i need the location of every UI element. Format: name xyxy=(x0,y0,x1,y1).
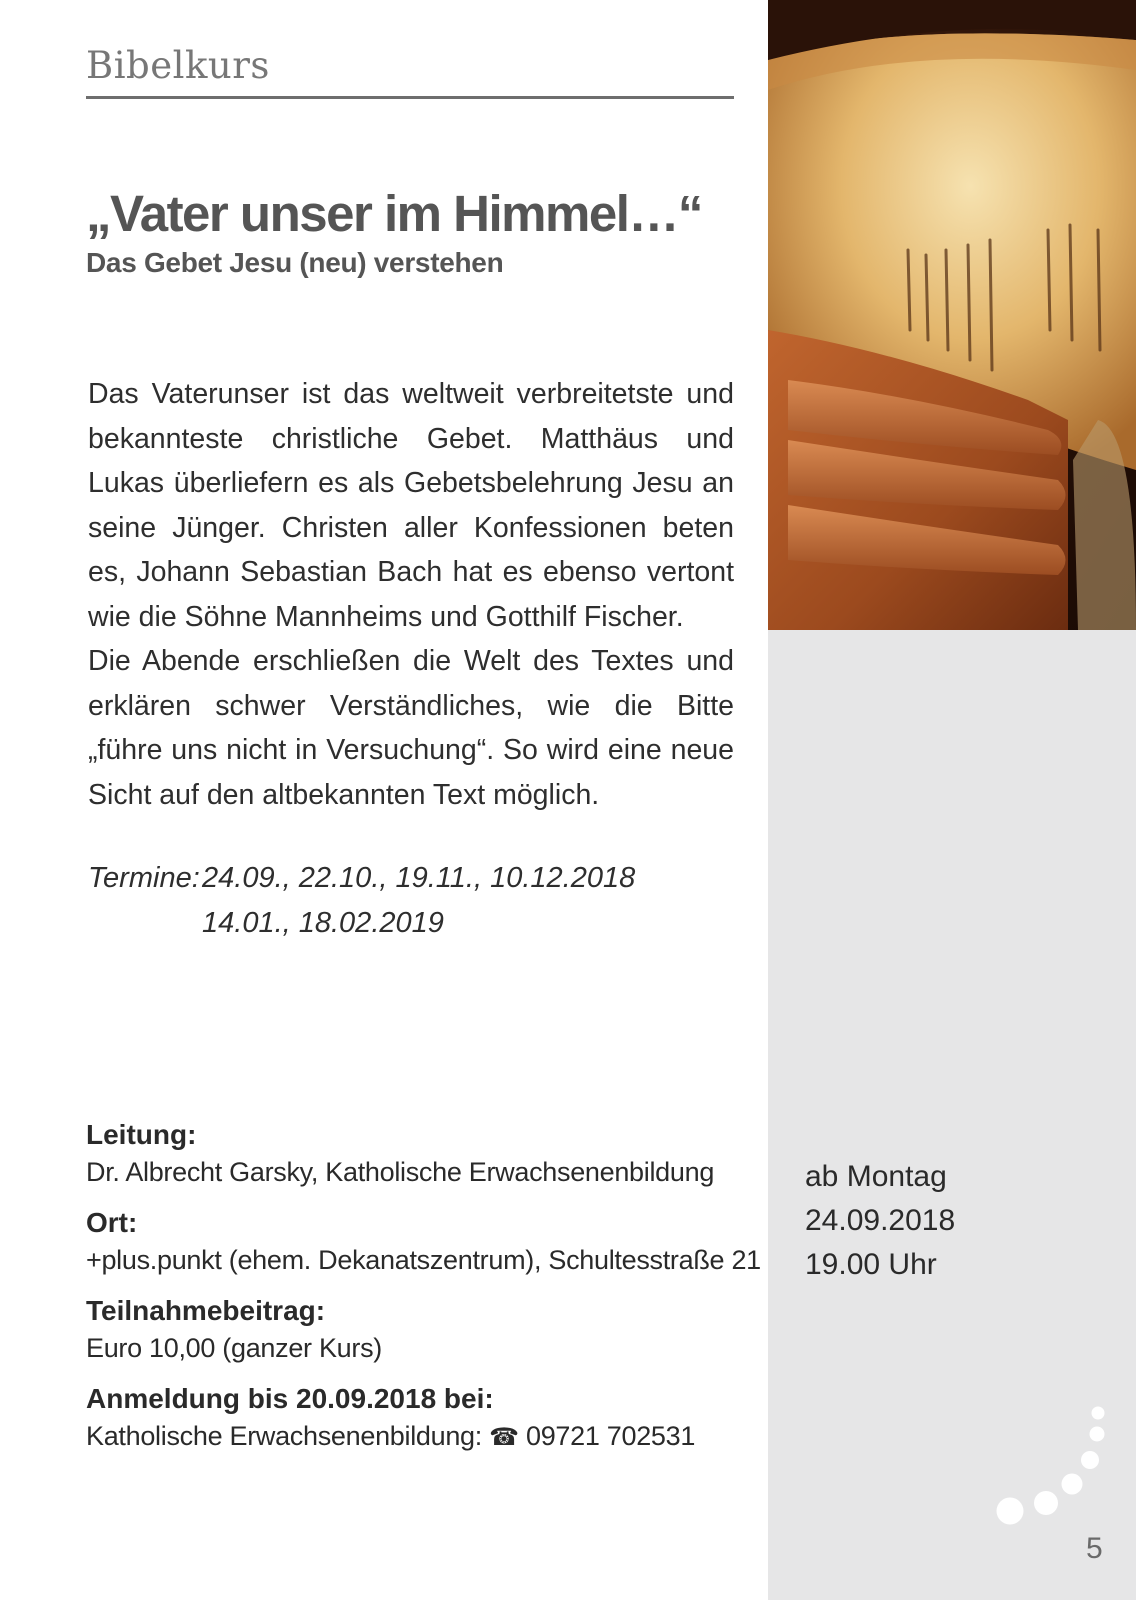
anmeldung-value xyxy=(86,1418,746,1456)
schedule-date: 24.09.2018 xyxy=(805,1204,956,1237)
title-divider xyxy=(86,96,734,99)
ort-value: +plus.punkt (ehem. Dekanatszentrum), Schultesstraße 21 xyxy=(86,1245,761,1275)
page-subtitle: Das Gebet Jesu (neu) verstehen xyxy=(86,247,504,278)
description xyxy=(88,372,734,817)
dates-line-1: 24.09., 22.10., 19.11., 10.12.2018 xyxy=(202,862,636,894)
leitung-label: Leitung: xyxy=(86,1119,197,1150)
page-title: „Vater unser im Himmel…“ xyxy=(86,185,702,242)
section-title: Bibelkurs xyxy=(86,44,270,87)
description-paragraph-1: Das Vaterunser ist das weltweit verbreitetste und bekannteste christliche Gebet. Matthäus und Lukas überliefern es als Gebetsbelehrung Jesu an seine Jünger. Christen aller Konfessionen beten es, Johann Sebastian Bach hat es ebenso vertont wie die Söhne Mannheims und Gotthilf Fischer. xyxy=(88,378,734,633)
anmeldung-org: Katholische Erwachsenenbildung: xyxy=(86,1421,482,1451)
schedule-time: 19.00 Uhr xyxy=(805,1248,937,1281)
schedule-day: ab Montag xyxy=(805,1160,947,1193)
beitrag-label: Teilnahmebeitrag: xyxy=(86,1295,326,1326)
dates-label: Termine: xyxy=(88,862,200,894)
phone-number: 09721 702531 xyxy=(525,1421,696,1451)
course-info xyxy=(86,1116,761,1470)
leitung-value: Dr. Albrecht Garsky, Katholische Erwachsenenbildung xyxy=(86,1157,715,1187)
bible-hands-photo xyxy=(768,0,1136,630)
anmeldung-label: Anmeldung bis 20.09.2018 bei: xyxy=(86,1383,494,1414)
dates-line-2: 14.01., 18.02.2019 xyxy=(202,907,444,939)
ort-label: Ort: xyxy=(86,1207,138,1238)
beitrag-value: Euro 10,00 (ganzer Kurs) xyxy=(86,1333,382,1363)
dates-block xyxy=(88,856,635,946)
page-number: 5 xyxy=(1086,1532,1103,1565)
decorative-dots-icon xyxy=(990,1400,1110,1540)
schedule-box xyxy=(805,1155,955,1287)
phone-icon: ☎ xyxy=(489,1424,519,1451)
description-paragraph-2: Die Abende erschließen die Welt des Textes und erklären schwer Verständliches, wie die Bitte „führe uns nicht in Versuchung“. So wird eine neue Sicht auf den altbekannten Text möglich. xyxy=(88,645,734,811)
